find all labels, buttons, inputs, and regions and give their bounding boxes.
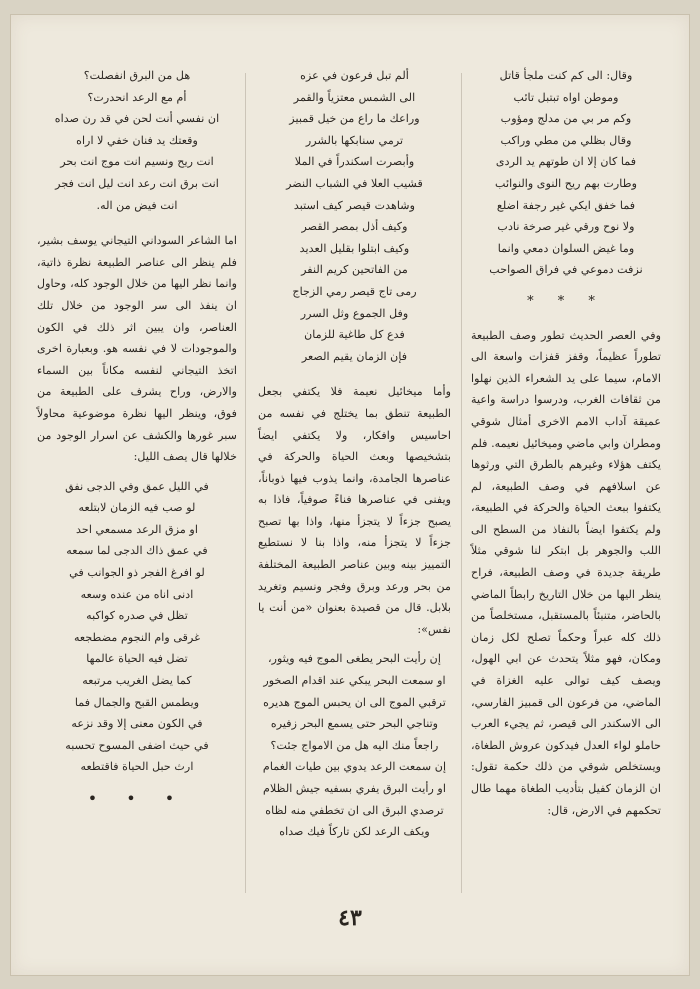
verse-line: فما خفق ايكي غير رجفة اضلع — [496, 198, 636, 212]
verse-line: راجعاً منك اليه هل من الامواج جئت؟ — [270, 738, 439, 752]
spacer — [258, 640, 451, 648]
verse-line: وكيف ابتلوا بقليل العديد — [299, 241, 410, 255]
verse-line: وطارت بهم ريح النوى والنوائب — [494, 176, 638, 190]
verse-line: ألم تبل فرعون في عزه — [300, 69, 409, 82]
magazine-page — [10, 14, 690, 976]
column-left — [37, 65, 237, 810]
verse-line: غرقى وام النجوم مضطجعه — [73, 630, 201, 644]
verse-line: ترقبي الموج الى ان يحبس الموج هديره — [263, 695, 446, 709]
verse-line: انت فيض من اله. — [96, 198, 178, 212]
verse-line: ترصدي البرق الى ان تخطفي منه لظاه — [265, 803, 444, 817]
verse-line: وقعتك يد فنان خفي لا اراه — [76, 133, 198, 147]
spacer — [37, 216, 237, 230]
column-divider — [245, 73, 246, 893]
body-paragraph: اما الشاعر السوداني التيجاني يوسف بشير، فلم ينظر الى عناصر الطبيعة نظرة ذاتية، وانما نظر اليها من خلال الوجود كله، وحاول ان ينفذ الى سر الوجود من خلال تلك العناصر، وان يبين اثر ذلك في الكون والموجودات لا في نفسه هو. وبعبارة اخرى اتخذ التيجاني لنفسه مكاناً بين السماء والارض، وراح يشرف على الطبيعة من فوق، وينظر اليها نظرة موضوعية محاولاً سبر غورها والكشف عن اسرار الوجود من خلالها قال يصف الليل: — [37, 234, 237, 464]
verse-line: لو افرغ الفجر ذو الجوانب في — [69, 566, 205, 580]
verse-line: لو صب فيه الزمان لابتلعه — [78, 501, 196, 515]
spacer — [258, 367, 451, 381]
verse-line: نزفت دموعي في فراق الصواحب — [489, 263, 643, 277]
body-paragraph: وفي العصر الحديث تطور وصف الطبيعة تطوراً عظيماً، وقفز قفزات واسعة الى الامام، سيما على يد الشعراء الذين نهلوا من ثقافات الغرب، ودرسوا دراسة واعية عميقة آداب الامم الاخرى أمثال شوقي ومطران وابي ماضي وميخائيل نعيمه. فلم يكتف هؤلاء وغيرهم بالطرق التي ورثوها عن اسلافهم في وصف الطبيعة، لم يكتفوا ببعث الحياة والحركة في الطبيعة، ولم يكتفوا ايضاً بالنفاذ من السطح الى اللب والجوهر بل ابتكر لنا شوقي مثلاً طريقة جديدة في وصف الطبيعة، فراح ينظر اليها من خلال التاريخ رابطاً الماضي بالحاضر، متنبئاً بالمستقبل، مستخلصاً من ذلك كله عبراً وحكماً تصلح لكل زمان ومكان، فهو مثلاً يتحدث عن ابي الهول، ويصف كيف توالى عليه الغزاة في الماضي، من فرعون الى قمبيز الفارسي، الى الاسكندر الى قيصر، ثم يجيء العرب حاملو لواء العدل فيدكون عروش الطغاة، ويستخلص شوقي من ذلك حكمة تقول: ان الزمان كفيل بتأديب الطغاة مهما طال تحكمهم في الارض، قال: — [471, 328, 661, 817]
verse-line: انت ريح ونسيم انت موج انت بحر — [60, 155, 214, 169]
verse-line: إن رأيت البحر يطغى الموج فيه ويثور، — [268, 652, 441, 666]
column-right — [471, 65, 661, 821]
verse-line: قشيب العلا في الشباب النضر — [286, 176, 423, 190]
section-separator-stars: * * * — [527, 293, 605, 309]
verse-line: وقال بظلي من مطي وراكب — [500, 133, 632, 147]
verse-line: ان نفسي أنت لحن في قد رن صداه — [54, 112, 220, 126]
verse-line: او مزق الرعد مسمعي احد — [76, 522, 198, 536]
verse-line: فإن الزمان يقيم الصعر — [301, 349, 408, 363]
verse-line: ادنى اناه من عنده وسعه — [80, 587, 194, 601]
verse-line: أم مع الرعد انحدرت؟ — [87, 90, 187, 104]
verse-line: وتناجي البحر حتى يسمع البحر زفيره — [270, 717, 439, 731]
verse-line: وما غيض السلوان دمعي وانما — [497, 241, 635, 255]
verse-line: ويكف الرعد لكن تاركاً فيك صداه — [279, 825, 430, 839]
verse-line: وكم مر بي من مدلج ومؤوب — [500, 112, 632, 126]
page-number: ٤٣ — [338, 905, 362, 931]
verse-line: تظل في صدره كواكبه — [86, 609, 188, 623]
verse-line: الى الشمس معتزياً والقمر — [293, 90, 416, 104]
verse-line: رمى تاج قيصر رمي الزجاج — [292, 284, 417, 298]
column-middle — [258, 65, 451, 843]
verse-line: إن سمعت الرعد يدوي بين طيات الغمام — [262, 760, 447, 774]
body-paragraph: وأما ميخائيل نعيمة فلا يكتفي بجعل الطبيعة تنطق بما يختلج في نفسه من احاسيس وافكار، ولا يكتفي ايضاً بتشخيصها وبعث الحياة والحركة في عناصرها الجامدة، وانما يذوب فيها ذوباناً، ويفنى في عناصرها فناءً صوفياً، فاذا به يصبح جزءاً لا يتجزأ منها، واذا بها تصبح جزءاً لا يتجزأ منه، واذا بنا لا نستطيع التمييز بينه وبين عناصر الطبيعة المختلفة من بحر ورعد وبرق وفجر ونسيم وتغريد بلابل. قال من قصيدة بعنوان «من أنت يا نفس»: — [258, 385, 451, 636]
verse-line: وفل الجموع وثل السرر — [300, 306, 409, 320]
verse-line: وأبصرت اسكندراً في الملا — [294, 155, 415, 169]
verse-line: وراعك ما راع من خيل قمبيز — [289, 112, 420, 126]
verse-line: او سمعت البحر يبكي عند اقدام الصخور — [263, 674, 446, 688]
verse-line: من الفاتحين كريم النفر — [301, 263, 408, 277]
verse-line: وقال: الى كم كنت ملجأ قاتل — [499, 69, 633, 82]
verse-line: وشاهدت قيصر كيف استبد — [293, 198, 416, 212]
verse-line: انت برق انت رعد انت ليل انت فجر — [55, 176, 219, 190]
end-ornament-dots: • • • — [87, 789, 187, 808]
verse-line: فدع كل طاغية للزمان — [304, 328, 405, 342]
verse-line: او رأيت البرق يفري بسفيه جيش الظلام — [263, 782, 446, 795]
verse-line: في عمق ذاك الدجى لما سمعه — [66, 544, 208, 558]
verse-line: ويطمس القبح والجمال فما — [74, 695, 200, 709]
verse-line: وموطن اواه تبتبل تائب — [513, 90, 619, 104]
verse-line: ولا نوح ورقي غير صرخة نادب — [497, 220, 635, 234]
verse-line: وكيف أذل بمصر القصر — [301, 220, 408, 234]
verse-line: كما يضل الغريب مرتبعه — [82, 674, 192, 688]
verse-line: ارث حبل الحياة فاقتطعه — [80, 760, 194, 774]
spacer — [37, 468, 237, 476]
verse-line: في حيث اضفى المسوح تحسبه — [65, 738, 209, 752]
verse-line: في الكون معنى إلا وقد نزعه — [71, 717, 203, 731]
verse-line: هل من البرق انفصلت؟ — [83, 69, 191, 82]
verse-line: ترمي سنابكها بالشرر — [305, 133, 404, 147]
column-divider — [461, 73, 462, 893]
verse-line: فما كان إلا ان طوتهم يد الردى — [495, 155, 637, 169]
verse-line: في الليل عمق وفي الدجى نفق — [65, 479, 209, 493]
verse-line: تضل فيه الحياة عالمها — [86, 652, 188, 666]
